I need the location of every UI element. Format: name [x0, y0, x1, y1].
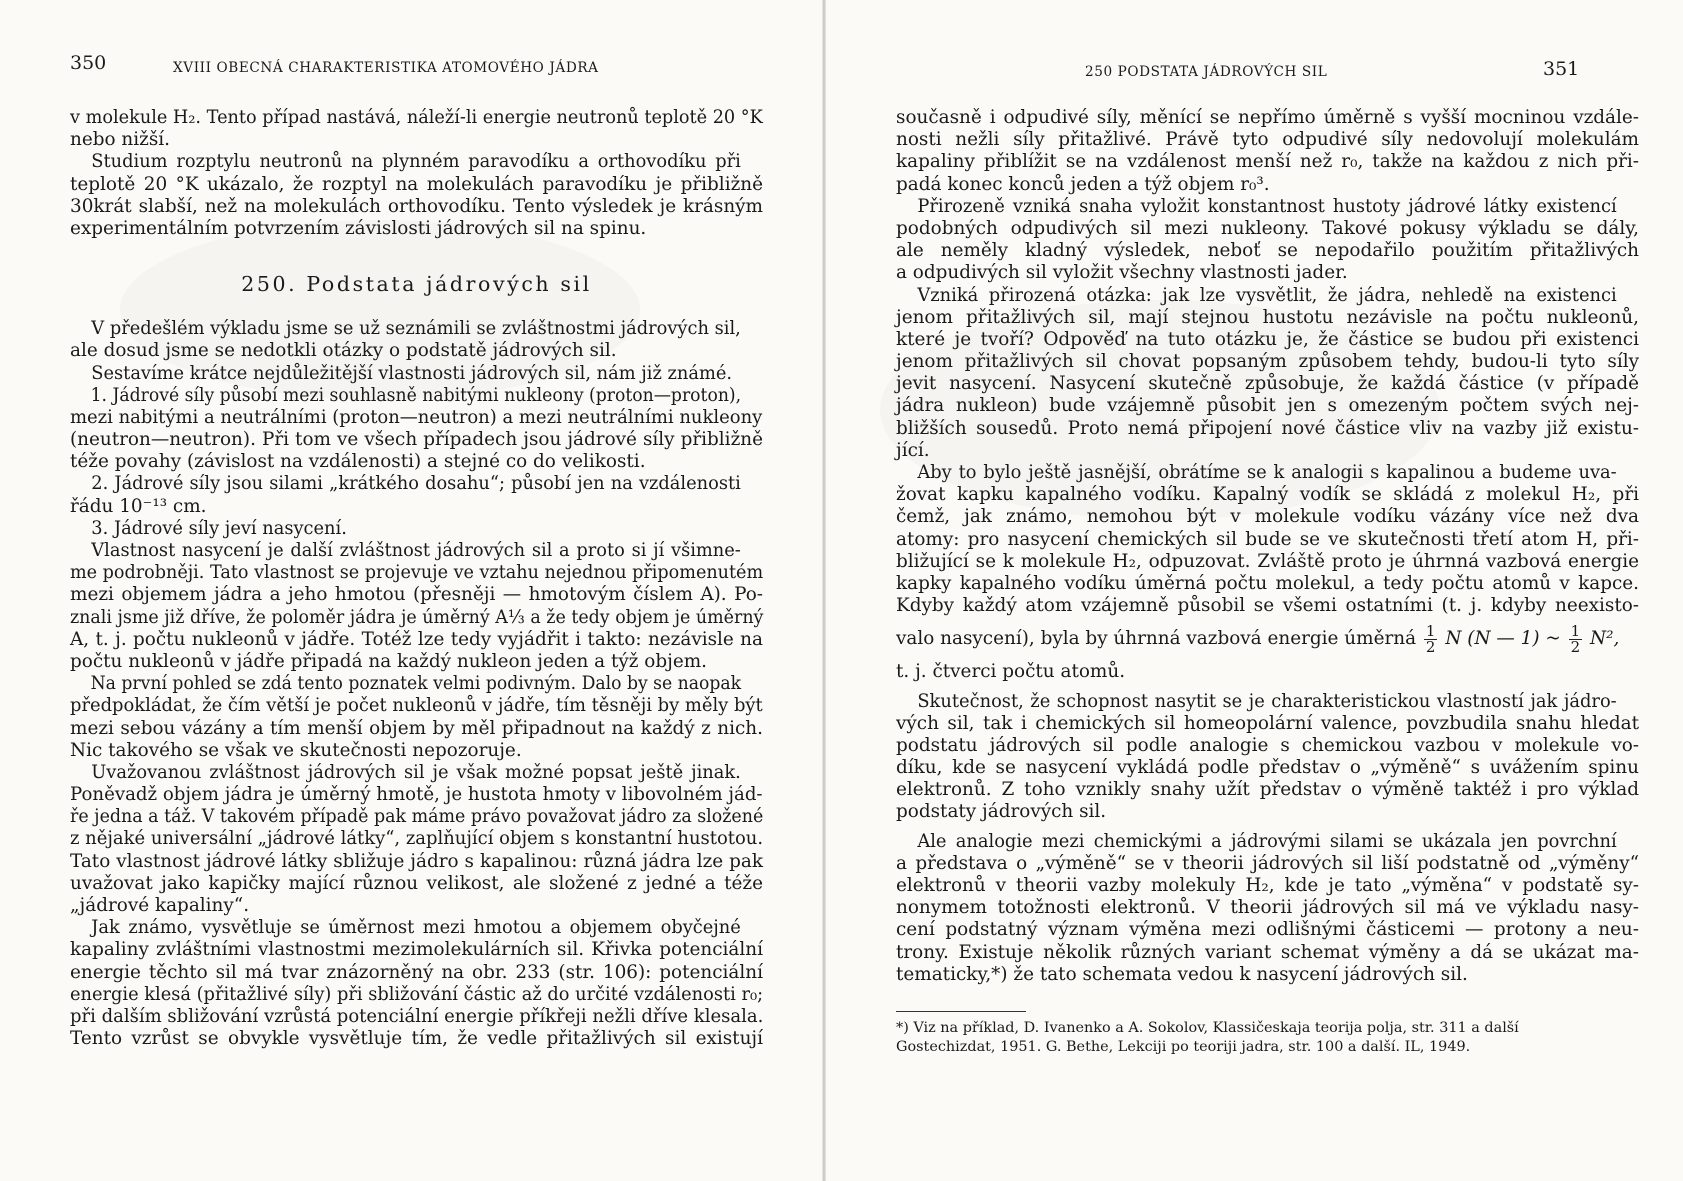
text-line: jevit nasycení. Nasycení skutečně způsobuje, že každá částice (v případě — [896, 373, 1639, 395]
running-head-title-left: XVIII OBECNÁ CHARAKTERISTIKA ATOMOVÉHO JÁDRA — [173, 60, 599, 76]
text-line: padá konec konců jeden a týž objem r₀³. — [896, 173, 1270, 195]
text-line: kapaliny přiblížit se na vzdálenost menší než r₀, takže na každou z nich při- — [896, 151, 1639, 173]
text-line: Aby to bylo ještě jasnější, obrátíme se k analogii s kapalinou a budeme uva- — [917, 462, 1617, 483]
text-line: díku, kde se nasycení vykládá podle představ o „výměně“ s uvážením spinu — [896, 757, 1639, 779]
text-line: *) Viz na příklad, D. Ivanenko a A. Sokolov, Klassičeskaja teorija polja, str. 311 a další — [896, 1020, 1519, 1036]
text-line: žovat kapku kapalného vodíku. Kapalný vodík se skládá z molekul H₂, při — [896, 484, 1639, 506]
text-line: Poněvadž objem jádra je úměrný hmotě, je hustota hmoty v libovolném jád- — [70, 784, 763, 806]
footnote — [896, 1019, 1639, 1057]
left-page-body — [70, 107, 763, 1050]
text-line: které je tvoří? Odpověď na tuto otázku je, že částice se budou při existenci — [896, 328, 1639, 350]
text-line: Sestavíme krátce nejdůležitější vlastnosti jádrových sil, nám již známé. — [91, 362, 733, 384]
fraction-numerator: 1 — [1570, 621, 1581, 640]
text-line: a představa o „výměně“ se v theorii jádrových sil liší podstatně od „výměny“ — [896, 852, 1639, 874]
text-line: Tato vlastnost jádrové látky sbližuje jádro s kapalinou: různá jádra lze pak — [70, 850, 763, 872]
fraction-denominator: 2 — [1425, 637, 1436, 656]
text-line: Tento vzrůst se obvykle vysvětluje tím, že vedle přitažlivých sil existují — [70, 1028, 763, 1050]
text-line: mezi objemem jádra a jeho hmotou (přesněji — hmotovým číslem A). Po- — [70, 584, 763, 606]
text-line: 3. Jádrové síly jeví nasycení. — [91, 517, 347, 539]
text-line: 1. Jádrové síly působí mezi souhlasně nabitými nukleony (proton—proton), — [90, 384, 742, 406]
text-line: čemž, jak známo, nemohou být v molekule vodíku vázány více než dva — [896, 506, 1639, 528]
text-line: mezi sebou vázány a tím menší objem by měl připadnout na každý z nich. — [70, 717, 763, 739]
section-heading: 250. Podstata jádrových sil — [241, 272, 592, 297]
fraction-numerator: 1 — [1425, 621, 1436, 640]
text-line: nonymem totožnosti elektronů. V theorii jádrových sil má ve výkladu nasy- — [896, 897, 1639, 919]
text-line: t. j. čtverci počtu atomů. — [896, 661, 1126, 683]
formula-suffix: N², — [1590, 628, 1620, 650]
text-line: předpokládat, že čím větší je počet nukleonů v jádře, tím těsněji by měly být — [70, 695, 763, 717]
text-line: počtu nukleonů v jádře připadá na každý nukleon jeden a týž objem. — [70, 650, 707, 672]
text-line: Nic takového se však ve skutečnosti nepozoruje. — [70, 739, 522, 761]
text-line: tematicky,*) že tato schemata vedou k nasycení jádrových sil. — [896, 963, 1468, 985]
text-line: uvažovat jako kapičky mající různou velikost, ale složené z jedné a téže — [70, 872, 763, 894]
text-line: Vlastnost nasycení je další zvláštnost jádrových sil a proto si jí všimne- — [91, 540, 741, 561]
text-line: 30krát slabší, než na molekulách orthovodíku. Tento výsledek je krásným — [70, 195, 763, 217]
left-paragraphs-before-heading — [70, 107, 763, 240]
text-line: Vzniká přirozená otázka: jak lze vysvětlit, že jádra, nehledě na existenci — [917, 284, 1617, 306]
text-line: podstatu jádrových sil podle analogie s chemickou vazbou v molekule vo- — [896, 734, 1639, 756]
text-line: energie klesá (přitažlivé síly) při sbližování částic až do určité vzdálenosti r₀; — [70, 983, 764, 1005]
text-line: bližující se k molekule H₂, odpuzovat. Zvláště proto je úhrnná vazbová energie — [896, 550, 1639, 572]
text-line: Přirozeně vzniká snaha vyložit konstantnost hustoty jádrové látky existencí — [917, 195, 1617, 217]
formula-middle: N (N — 1) ~ — [1445, 628, 1561, 650]
text-line: (neutron—neutron). Při tom ve všech případech jsou jádrové síly přibližně — [70, 429, 763, 451]
text-line: nosti nežli síly přitažlivé. Právě tyto odpudivé síly nedovolují molekulám — [896, 129, 1639, 151]
text-line: řádu 10⁻¹³ cm. — [70, 495, 207, 517]
text-line: atomy: pro nasycení chemických sil bude se ve skutečnosti třetí atom H, při- — [896, 528, 1639, 550]
text-line: jenom přitažlivých sil, mají stejnou hustotu nezávisle na počtu nukleonů, — [896, 306, 1639, 328]
text-line: cení podstatný význam výměna mezi odlišnými částicemi — protony a neu- — [896, 919, 1639, 941]
right-paragraphs — [896, 107, 1639, 617]
left-paragraphs-after-heading — [70, 318, 763, 1050]
fraction-half-1 — [1424, 621, 1438, 656]
text-line: mezi nabitými a neutrálními (proton—neutron) a mezi neutrálními nukleony — [70, 406, 763, 428]
text-line: trony. Existuje několik různých variant schemat výměny a dá se ukázat ma- — [896, 941, 1639, 963]
text-line: jící. — [896, 439, 930, 461]
text-line: energie těchto sil má tvar znázorněný na obr. 233 (str. 106): potenciální — [70, 961, 763, 983]
text-line: Kdyby každý atom vzájemně působil se všemi ostatními (t. j. kdyby neexisto- — [896, 595, 1639, 617]
text-line: podstaty jádrových sil. — [896, 801, 1107, 823]
fraction-half-2 — [1569, 621, 1583, 656]
text-line: Skutečnost, že schopnost nasytit se je charakteristickou vlastností jak jádro- — [917, 690, 1617, 712]
text-line: Jak známo, vysvětluje se úměrnost mezi hmotou a objemem obyčejné — [91, 917, 741, 939]
text-line: znali jsme již dříve, že poloměr jádra je úměrný A⅓ a že tedy objem je úměrný — [70, 606, 764, 628]
text-line: kapaliny zvláštními vlastnostmi mezimolekulárních sil. Křivka potenciální — [70, 939, 763, 961]
text-line: vých sil, tak i chemických sil homeopolární valence, povzbudila snahu hledat — [896, 712, 1639, 734]
text-line: ale neměly kladný výsledek, neboť se nepodařilo použitím přitažlivých — [896, 240, 1639, 262]
formula-line — [896, 617, 1639, 661]
page-number-left: 350 — [70, 52, 107, 74]
text-line: z nějaké universální „jádrové látky“, zaplňující objem s konstantní hustotou. — [70, 828, 764, 850]
right-page — [826, 0, 1683, 1181]
text-line: současně i odpudivé síly, měnící se nepřímo úměrně s vyšší mocninou vzdále- — [896, 107, 1639, 128]
text-line: ře jedna a táž. V takovém případě pak máme právo považovat jádro za složené — [70, 806, 764, 828]
text-line: elektronů. Z toho vznikly snahy užít představ o výměně taktéž i pro výklad — [896, 779, 1639, 801]
text-line: 2. Jádrové síly jsou silami „krátkého dosahu“; působí jen na vzdálenosti — [91, 473, 741, 495]
text-line: Na první pohled se zdá tento poznatek velmi podivným. Dalo by se naopak — [90, 673, 742, 695]
text-line: nebo nižší. — [70, 129, 170, 151]
right-page-body — [896, 107, 1639, 986]
text-line: Ale analogie mezi chemickými a jádrovými silami se ukázala jen povrchní — [917, 830, 1617, 852]
text-line: kapky kapalného vodíku úměrná počtu molekul, a tedy počtu atomů v kapce. — [896, 572, 1639, 594]
fraction-denominator: 2 — [1570, 637, 1581, 656]
text-line: jádra nukleon) bude vzájemně působit jen s omezeným počtem svých nej- — [896, 395, 1639, 417]
text-line: Uvažovanou zvláštnost jádrových sil je však možné popsat ještě jinak. — [91, 761, 741, 783]
formula-prefix: valo nasycení), byla by úhrnná vazbová energie úměrná — [896, 628, 1417, 650]
text-line: ale dosud jsme se nedotkli otázky o podstatě jádrových sil. — [70, 340, 617, 362]
left-page — [0, 0, 822, 1181]
running-head-title-right: 250 PODSTATA JÁDROVÝCH SIL — [1085, 64, 1328, 80]
text-line: teplotě 20 °K ukázalo, že rozptyl na molekulách paravodíku je přibližně — [70, 173, 763, 195]
text-line: elektronů v theorii vazby molekuly H₂, kde je tato „výměna“ v podstatě sy- — [896, 875, 1639, 896]
right-paragraphs-after-formula — [896, 661, 1639, 986]
text-line: Studium rozptylu neutronů na plynném paravodíku a orthovodíku při — [91, 151, 741, 173]
text-line: a odpudivých sil vyložit všechny vlastnosti jader. — [896, 262, 1348, 284]
text-line: v molekule H₂. Tento případ nastává, náleží-li energie neutronů teplotě 20 °K — [70, 107, 763, 128]
text-line: „jádrové kapaliny“. — [70, 895, 250, 916]
text-line: bližších sousedů. Proto nemá připojení nové částice vliv na vazby již existu- — [896, 417, 1639, 439]
footnote-rule — [896, 1011, 1026, 1012]
text-line: téže povahy (závislost na vzdálenosti) a stejné co do velikosti. — [70, 451, 646, 473]
text-line: při dalším sbližování vzrůstá potenciální energie příkřeji nežli dříve klesala. — [70, 1005, 764, 1027]
text-line: me podrobněji. Tato vlastnost se projevuje ve vztahu nejednou připomenutém — [70, 562, 764, 584]
text-line: podobných odpudivých sil mezi nukleony. Takové pokusy výkladu se dály, — [896, 217, 1639, 239]
text-line: A, t. j. počtu nukleonů v jádře. Totéž lze tedy vyjádřit i takto: nezávisle na — [70, 628, 763, 650]
text-line: Gostechizdat, 1951. G. Bethe, Lekciji po teoriji jadra, str. 100 a další. IL, 1949. — [896, 1039, 1471, 1055]
text-line: V předešlém výkladu jsme se už seznámili se zvláštnostmi jádrových sil, — [91, 318, 741, 340]
text-line: jenom přitažlivých sil chovat popsaným způsobem tehdy, budou-li tyto síly — [896, 351, 1639, 373]
text-line: experimentálním potvrzením závislosti jádrových sil na spinu. — [70, 217, 647, 239]
page-number-right: 351 — [1543, 58, 1580, 80]
